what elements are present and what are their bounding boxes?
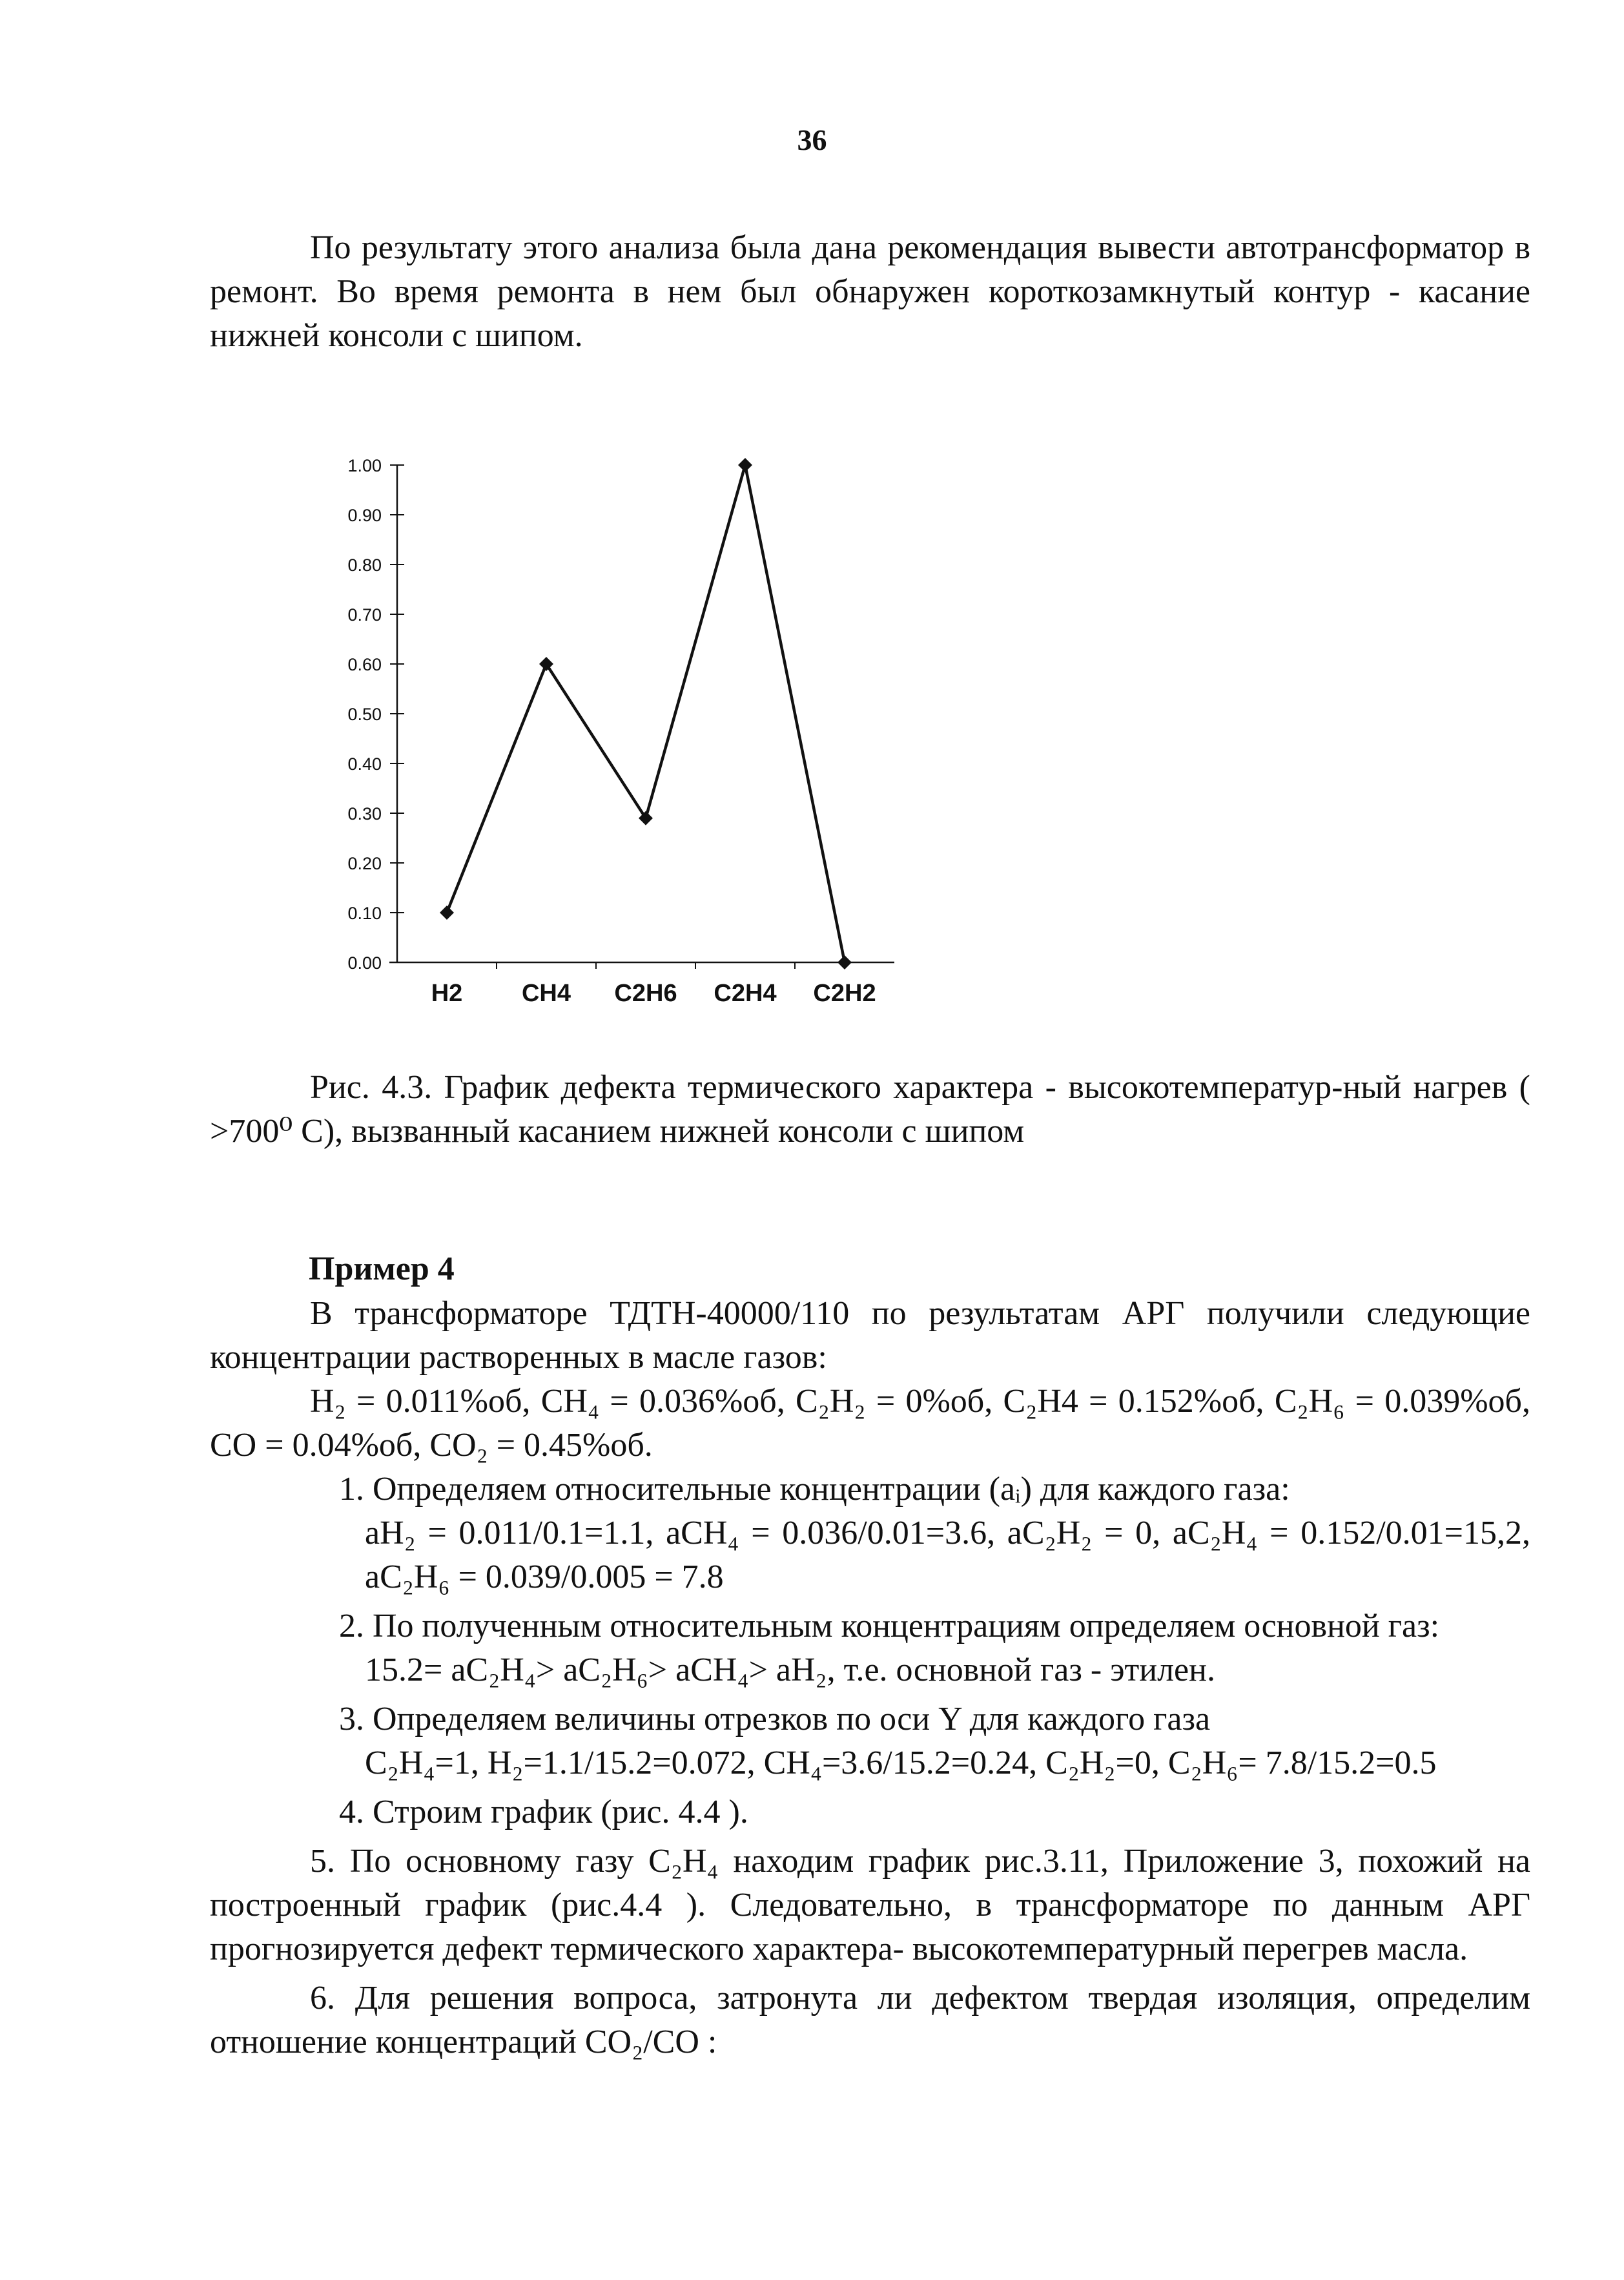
y-tick-label: 0.90	[347, 506, 382, 525]
data-point-marker	[738, 458, 752, 472]
x-category-label: H2	[431, 980, 463, 1007]
y-tick-label: 0.60	[347, 655, 382, 674]
y-tick-label: 0.00	[347, 953, 382, 973]
data-point-marker	[440, 906, 454, 920]
step-5: 5. По основному газу C₂H₄ находим график рис.3.11, Приложение 3, похожий на построенный график (рис.4.4 ). Следовательно, в трансформаторе по данным АРГ прогнозируется дефект термического характера- высокотемпературный перегрев масла.	[210, 1843, 1530, 1967]
step-2: 2. По полученным относительным концентрациям определяем основной газ:	[339, 1608, 1440, 1644]
data-point-marker	[539, 657, 553, 671]
y-tick-label: 0.50	[347, 705, 382, 724]
example-body	[210, 1292, 1530, 2064]
y-tick-label: 0.80	[347, 555, 382, 575]
step-3-detail: C₂H₄=1, H₂=1.1/15.2=0.072, CH₄=3.6/15.2=0.24, C₂H₂=0, C₂H₆= 7.8/15.2=0.5	[365, 1745, 1437, 1781]
figure-caption: Рис. 4.3. График дефекта термического характера - высокотемператур-ный нагрев ( >700⁰ C), вызванный касанием нижней консоли с шипом	[210, 1069, 1530, 1150]
intro-paragraph: По результату этого анализа была дана рекомендация вывести автотрансформатор в ремонт. Во время ремонта в нем был обнаружен короткозамкнутый контур - касание нижней консоли с шипом.	[210, 229, 1530, 354]
page-number: 36	[797, 123, 827, 156]
data-point-marker	[639, 811, 653, 825]
step-3: 3. Определяем величины отрезков по оси Y для каждого газа	[339, 1701, 1211, 1737]
step-4: 4. Строим график (рис. 4.4 ).	[339, 1794, 748, 1830]
gas-concentrations: H₂ = 0.011%об, CH₄ = 0.036%об, C₂H₂ = 0%об, C₂H4 = 0.152%об, C₂H₆ = 0.039%об, CO = 0.04%об, CO₂ = 0.45%об.	[210, 1383, 1530, 1464]
y-tick-label: 0.10	[347, 904, 382, 923]
line-chart	[310, 439, 917, 1021]
chart	[310, 439, 917, 1021]
y-tick-label: 0.30	[347, 804, 382, 824]
step-2-detail: 15.2= aC₂H₄> aC₂H₆> aCH₄> aH₂, т.е. основной газ - этилен.	[365, 1652, 1215, 1688]
series-line	[447, 465, 845, 962]
y-tick-label: 0.70	[347, 605, 382, 625]
example-intro: В трансформаторе ТДТН-40000/110 по результатам АРГ получили следующие концентрации растворенных в масле газов:	[210, 1295, 1530, 1376]
x-category-label: C2H4	[714, 980, 777, 1007]
x-category-label: CH4	[521, 980, 571, 1007]
y-tick-label: 0.40	[347, 754, 382, 774]
step-1-detail: aH₂ = 0.011/0.1=1.1, aCH₄ = 0.036/0.01=3.6, aC₂H₂ = 0, aC₂H₄ = 0.152/0.01=15,2, aC₂H₆ = 0.039/0.005 = 7.8	[365, 1515, 1530, 1595]
step-1: 1. Определяем относительные концентрации (aᵢ) для каждого газа:	[339, 1471, 1290, 1508]
data-point-marker	[838, 955, 852, 969]
y-tick-label: 0.20	[347, 854, 382, 873]
x-category-label: C2H6	[614, 980, 677, 1007]
example-heading: Пример 4	[309, 1250, 455, 1287]
step-6: 6. Для решения вопроса, затронута ли дефектом твердая изоляция, определим отношение концентраций CO₂/CO :	[210, 1980, 1530, 2060]
x-category-label: C2H2	[813, 980, 876, 1007]
y-tick-label: 1.00	[347, 456, 382, 475]
